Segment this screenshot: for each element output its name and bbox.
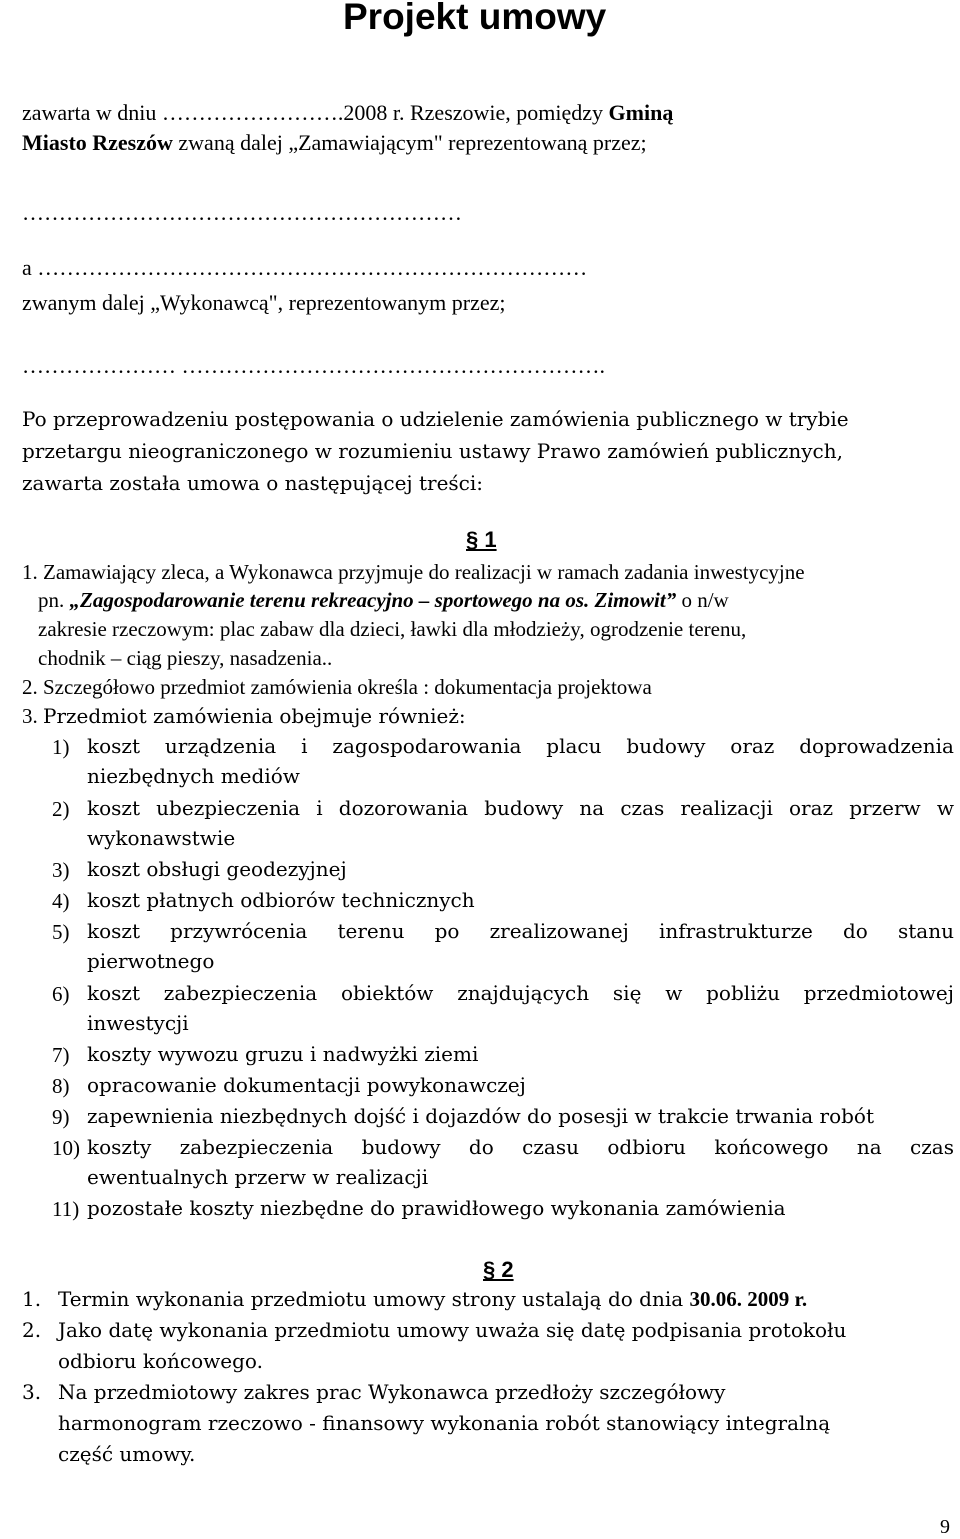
list-item: koszt płatnych odbiorów technicznych	[87, 888, 475, 912]
list-item-number: 7)	[52, 1043, 70, 1067]
list-item-continuation: pierwotnego	[87, 949, 215, 973]
word: się	[612, 981, 642, 1005]
word: i	[316, 796, 323, 820]
word: koszt	[87, 981, 140, 1005]
word: oraz	[789, 796, 834, 820]
word: znajdujących	[457, 981, 590, 1005]
list-item	[87, 981, 954, 1005]
word: do	[468, 1135, 494, 1159]
s1-item1-line3: zakresie rzeczowym: plac zabaw dla dzieci, ławki dla młodzieży, ogrodzenie terenu,	[38, 617, 747, 641]
list-item-number: 8)	[52, 1074, 70, 1098]
word: doprowadzenia	[799, 734, 954, 758]
page-title: Projekt umowy	[343, 0, 607, 37]
list-item-continuation: wykonawstwie	[87, 826, 236, 850]
dots-line-2: ………………… ………………………………………………….	[22, 353, 605, 378]
intro-line-2: Miasto Rzeszów zwaną dalej „Zamawiającym" reprezentowaną przez;	[22, 130, 647, 155]
list-item-number: 2)	[52, 797, 70, 821]
s1-item3: 3. Przedmiot zamówienia obejmuje również:	[22, 704, 466, 728]
word: w	[665, 981, 683, 1005]
s2-item2-num: 2.	[22, 1318, 42, 1342]
s2-item3-line1: Na przedmiotowy zakres prac Wykonawca przedłoży szczegółowy	[58, 1380, 726, 1404]
list-item-number: 3)	[52, 858, 70, 882]
intro-line-1: zawarta w dniu …………………….2008 r. Rzeszowie, pomiędzy Gminą	[22, 100, 674, 125]
word: koszt	[87, 796, 140, 820]
s1-item1-line2: pn. „Zagospodarowanie terenu rekreacyjno – sportowego na os. Zimowit” o n/w	[38, 588, 729, 612]
word: i	[301, 734, 308, 758]
word: oraz	[730, 734, 775, 758]
list-item-number: 1)	[52, 735, 70, 759]
list-item-continuation: inwestycji	[87, 1011, 189, 1035]
word: obiektów	[341, 981, 434, 1005]
word: pobliżu	[706, 981, 780, 1005]
intro-line-a: a …………………………………………………………………	[22, 255, 588, 280]
word: czas	[620, 796, 665, 820]
word: infrastrukturze	[658, 919, 813, 943]
list-item-number: 9)	[52, 1105, 70, 1129]
list-item: koszt obsługi geodezyjnej	[87, 857, 347, 881]
word: w	[936, 796, 954, 820]
list-item-number: 6)	[52, 982, 70, 1006]
s2-item1: Termin wykonania przedmiotu umowy strony ustalają do dnia 30.06. 2009 r.	[58, 1287, 808, 1311]
word: dozorowania	[338, 796, 469, 820]
list-item-continuation: niezbędnych mediów	[87, 764, 300, 788]
s2-item3-num: 3.	[22, 1380, 42, 1404]
list-item: pozostałe koszty niezbędne do prawidłowego wykonania zamówienia	[87, 1196, 786, 1220]
word: koszt	[87, 734, 140, 758]
list-item	[87, 919, 954, 943]
list-item	[87, 1135, 954, 1159]
s1-item1-line1: 1. Zamawiający zleca, a Wykonawca przyjmuje do realizacji w ramach zadania inwestycyjne	[22, 560, 805, 584]
word: koszt	[87, 919, 140, 943]
s2-item2-line2: odbioru końcowego.	[58, 1349, 263, 1373]
word: do	[842, 919, 868, 943]
word: po	[434, 919, 460, 943]
s1-item2: 2. Szczegółowo przedmiot zamówienia określa : dokumentacja projektowa	[22, 675, 652, 699]
list-item: opracowanie dokumentacji powykonawczej	[87, 1073, 526, 1097]
word: urządzenia	[164, 734, 277, 758]
word: placu	[546, 734, 602, 758]
dots-line-1: ……………………………………………………	[22, 200, 462, 225]
word: zrealizowanej	[489, 919, 629, 943]
word: czasu	[522, 1135, 579, 1159]
word: przerw	[849, 796, 921, 820]
list-item	[87, 734, 954, 758]
list-item-number: 4)	[52, 889, 70, 913]
intro-paragraph-line-2: przetargu nieograniczonego w rozumieniu ustawy Prawo zamówień publicznych,	[22, 439, 843, 463]
section-1-heading: § 1	[466, 527, 497, 552]
list-item: koszty wywozu gruzu i nadwyżki ziemi	[87, 1042, 479, 1066]
intro-paragraph-line-3: zawarta została umowa o następującej treści:	[22, 471, 484, 495]
word: ubezpieczenia	[156, 796, 301, 820]
word: na	[579, 796, 605, 820]
intro-line-zwanym: zwanym dalej „Wykonawcą", reprezentowanym przez;	[22, 290, 506, 315]
word: końcowego	[714, 1135, 829, 1159]
list-item-number: 10)	[52, 1136, 80, 1160]
section-2-heading: § 2	[483, 1257, 514, 1282]
list-item: zapewnienia niezbędnych dojść i dojazdów do posesji w trakcie trwania robót	[87, 1104, 875, 1128]
s1-item1-line4: chodnik – ciąg pieszy, nasadzenia..	[38, 646, 333, 670]
intro-paragraph-line-1: Po przeprowadzeniu postępowania o udzielenie zamówienia publicznego w trybie	[22, 407, 849, 431]
s2-item2-line1: Jako datę wykonania przedmiotu umowy uważa się datę podpisania protokołu	[58, 1318, 847, 1342]
word: przedmiotowej	[803, 981, 954, 1005]
word: zabezpieczenia	[163, 981, 318, 1005]
word: budowy	[626, 734, 706, 758]
word: budowy	[484, 796, 564, 820]
word: koszty	[87, 1135, 152, 1159]
word: przywrócenia	[170, 919, 308, 943]
list-item	[87, 796, 954, 820]
s2-item3-line3: część umowy.	[58, 1442, 196, 1466]
page-number: 9	[940, 1516, 950, 1538]
list-item-continuation: ewentualnych przerw w realizacji	[87, 1165, 429, 1189]
word: na	[856, 1135, 882, 1159]
word: zagospodarowania	[332, 734, 522, 758]
word: stanu	[897, 919, 954, 943]
s2-item1-num: 1.	[22, 1287, 42, 1311]
word: terenu	[337, 919, 405, 943]
word: zabezpieczenia	[179, 1135, 334, 1159]
list-item-number: 11)	[52, 1197, 80, 1221]
word: czas	[910, 1135, 954, 1159]
word: budowy	[361, 1135, 441, 1159]
word: realizacji	[680, 796, 773, 820]
list-item-number: 5)	[52, 920, 70, 944]
s2-item3-line2: harmonogram rzeczowo - finansowy wykonania robót stanowiący integralną	[58, 1411, 831, 1435]
word: odbioru	[607, 1135, 686, 1159]
